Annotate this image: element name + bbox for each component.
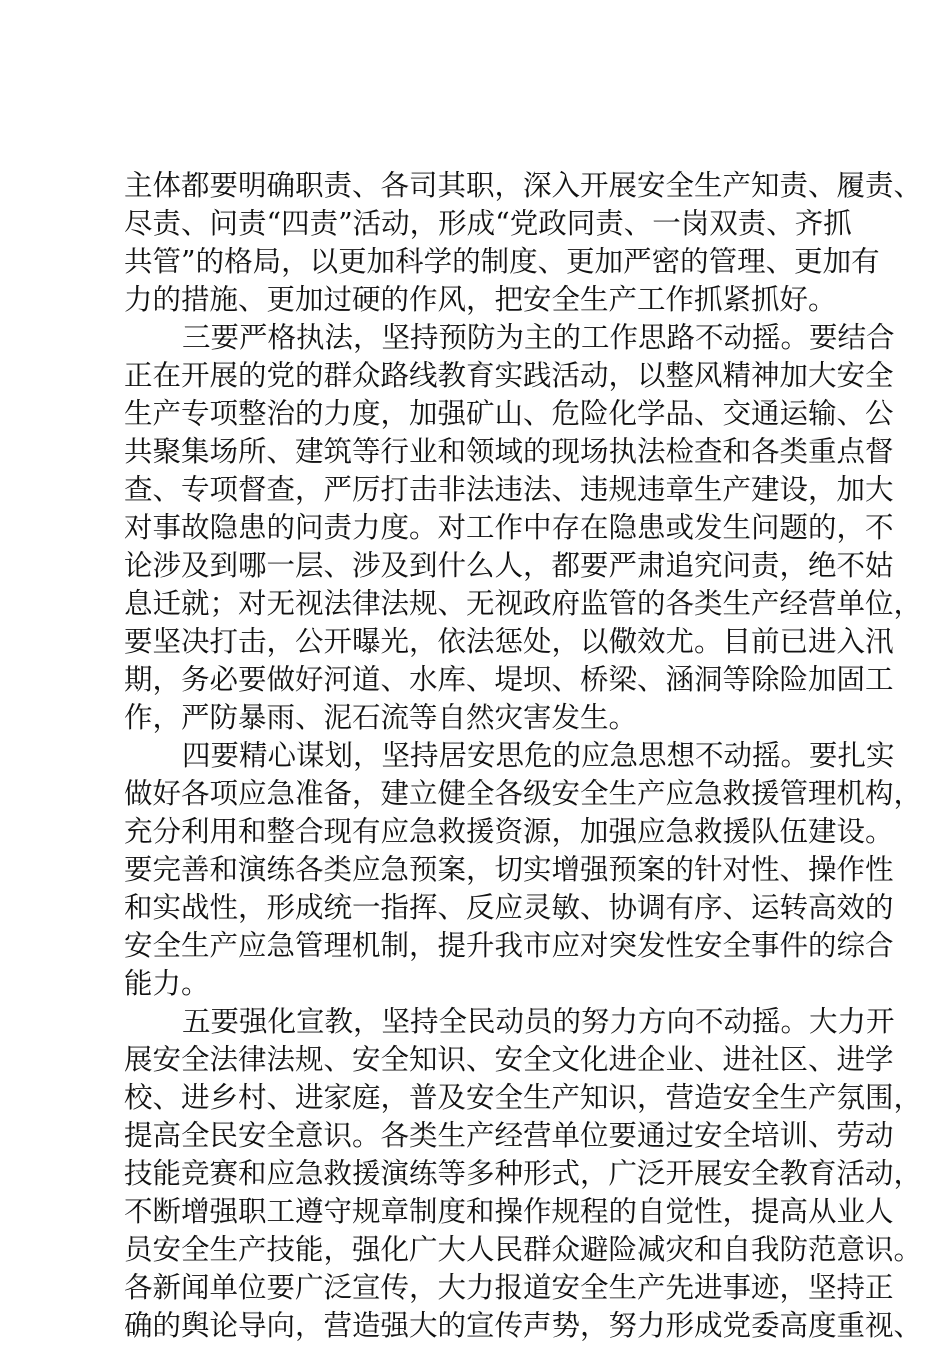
text-line-1: 主体都要明确职责、各司其职，深入开展安全生产知责、履责、 xyxy=(124,169,923,202)
text-line-9: 查、专项督查，严厉打击非法违法、违规违章生产建设，加大 xyxy=(124,473,894,506)
text-line-21: 安全生产应急管理机制，提升我市应对突发性安全事件的综合 xyxy=(124,929,894,962)
text-line-13: 要坚决打击，公开曝光，依法惩处，以儆效尤。目前已进入汛 xyxy=(124,625,894,658)
text-line-19: 要完善和演练各类应急预案，切实增强预案的针对性、操作性 xyxy=(124,853,894,886)
text-line-7: 生产专项整治的力度，加强矿山、危险化学品、交通运输、公 xyxy=(124,397,894,430)
text-line-11: 论涉及到哪一层、涉及到什么人，都要严肃追究问责，绝不姑 xyxy=(124,549,894,582)
text-line-28: 不断增强职工遵守规章制度和操作规程的自觉性，提高从业人 xyxy=(124,1195,894,1228)
text-line-10: 对事故隐患的问责力度。对工作中存在隐患或发生问题的，不 xyxy=(124,511,894,544)
text-line-14: 期，务必要做好河道、水库、堤坝、桥梁、涵洞等除险加固工 xyxy=(124,663,894,696)
text-line-16: 四要精心谋划，坚持居安思危的应急思想不动摇。要扎实 xyxy=(182,739,895,772)
text-line-22: 能力。 xyxy=(124,967,210,1000)
text-line-20: 和实战性，形成统一指挥、反应灵敏、协调有序、运转高效的 xyxy=(124,891,894,924)
text-line-12: 息迁就；对无视法律法规、无视政府监管的各类生产经营单位， xyxy=(124,587,923,620)
text-line-25: 校、进乡村、进家庭，普及安全生产知识，营造安全生产氛围， xyxy=(124,1081,923,1114)
text-line-6: 正在开展的党的群众路线教育实践活动，以整风精神加大安全 xyxy=(124,359,894,392)
text-line-8: 共聚集场所、建筑等行业和领域的现场执法检查和各类重点督 xyxy=(124,435,894,468)
text-line-5: 三要严格执法，坚持预防为主的工作思路不动摇。要结合 xyxy=(182,321,895,354)
text-line-15: 作，严防暴雨、泥石流等自然灾害发生。 xyxy=(124,701,638,734)
text-line-17: 做好各项应急准备，建立健全各级安全生产应急救援管理机构， xyxy=(124,777,923,810)
text-line-18: 充分利用和整合现有应急救援资源，加强应急救援队伍建设。 xyxy=(124,815,894,848)
text-line-2: 尽责、问责“四责”活动，形成“党政同责、一岗双责、齐抓 xyxy=(124,207,852,240)
text-line-24: 展安全法律法规、安全知识、安全文化进企业、进社区、进学 xyxy=(124,1043,894,1076)
text-line-26: 提高全民安全意识。各类生产经营单位要通过安全培训、劳动 xyxy=(124,1119,894,1152)
text-line-3: 共管”的格局，以更加科学的制度、更加严密的管理、更加有 xyxy=(124,245,880,278)
text-line-4: 力的措施、更加过硬的作风，把安全生产工作抓紧抓好。 xyxy=(124,283,837,316)
text-line-27: 技能竞赛和应急救援演练等多种形式，广泛开展安全教育活动， xyxy=(124,1157,923,1190)
text-line-30: 各新闻单位要广泛宣传，大力报道安全生产先进事迹，坚持正 xyxy=(124,1271,894,1304)
text-line-29: 员安全生产技能，强化广大人民群众避险减灾和自我防范意识。 xyxy=(124,1233,923,1266)
text-line-31: 确的舆论导向，营造强大的宣传声势，努力形成党委高度重视、 xyxy=(124,1309,923,1342)
text-line-23: 五要强化宣教，坚持全民动员的努力方向不动摇。大力开 xyxy=(182,1005,895,1038)
